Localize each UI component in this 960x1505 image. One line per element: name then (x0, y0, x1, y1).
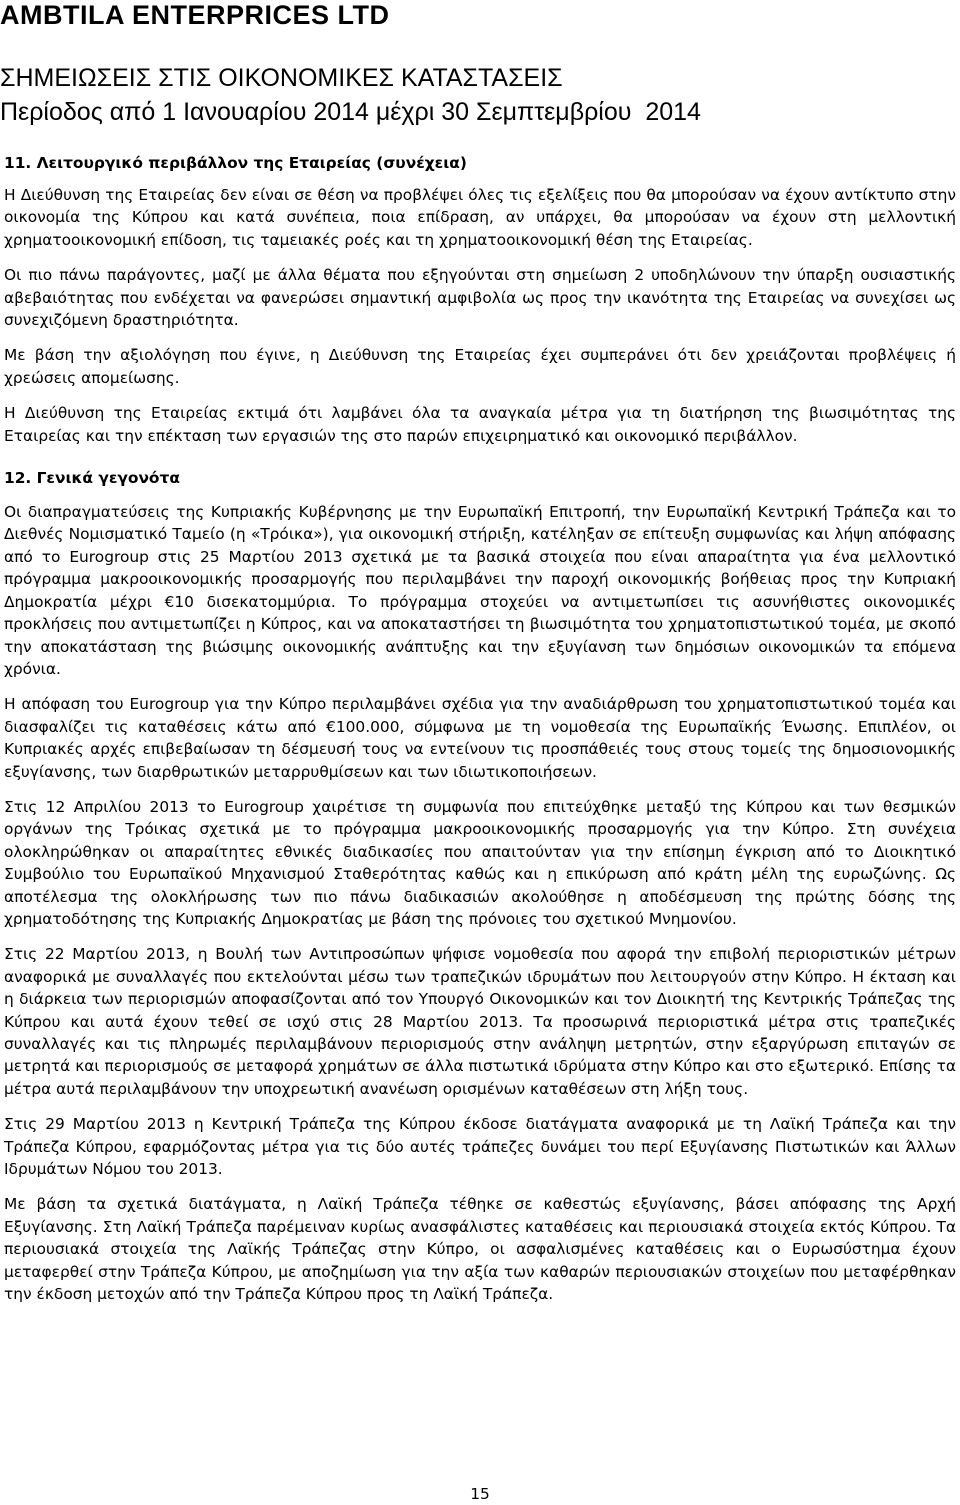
section-11-paragraph: Οι πιο πάνω παράγοντες, μαζί με άλλα θέματα που εξηγούνται στη σημείωση 2 υποδηλώνουν την ύπαρξη ουσιαστικής αβεβαιότητας που ενδέχεται να φανερώσει σημαντική αμφιβολία ως προς την ικανότητα της Εταιρείας να συνεχίσει ως συνεχιζόμενη δραστηριότητα. (4, 266, 956, 330)
notes-content (4, 150, 956, 1318)
section-11-paragraph: Με βάση την αξιολόγηση που έγινε, η Διεύθυνση της Εταιρείας έχει συμπεράνει ότι δεν χρειάζονται προβλέψεις ή χρεώσεις απομείωσης. (4, 346, 956, 387)
section-12-paragraph: Στις 22 Μαρτίου 2013, η Βουλή των Αντιπροσώπων ψήφισε νομοθεσία που αφορά την επιβολή περιοριστικών μέτρων αναφορικά με συναλλαγές που εκτελούνται μέσω των τραπεζικών ιδρυμάτων που λειτουργούν στην Κύπρο. Η έκταση και η διάρκεια των περιορισμών αποφασίζονται από τον Υπουργό Οικονομικών και τον Διοικητή της Κεντρικής Τράπεζας της Κύπρου και αυτά έχουν τεθεί σε ισχύ στις 28 Μαρτίου 2013. Τα προσωρινά περιοριστικά μέτρα στις τραπεζικές συναλλαγές και τις πληρωμές περιλαμβάνουν περιορισμούς στην ανάληψη μετρητών, στην εξαργύρωση επιταγών σε μετρητά και περιορισμούς σε μεταφορά χρημάτων σε άλλα πιστωτικά ιδρύματα στην Κύπρο και στο εξωτερικό. Επίσης τα μέτρα αυτά περιλαμβάνουν την υποχρεωτική ανανέωση ορισμένων καταθέσεων στη λήξη τους. (4, 945, 956, 1098)
document-title: ΣΗΜΕΙΩΣΕΙΣ ΣΤΙΣ ΟΙΚΟΝΟΜΙΚΕΣ ΚΑΤΑΣΤΑΣΕΙΣ (0, 64, 563, 92)
section-12-paragraph: Στις 29 Μαρτίου 2013 η Κεντρική Τράπεζα της Κύπρου έκδοσε διατάγματα αναφορικά με τη Λαϊκή Τράπεζα και την Τράπεζα Κύπρου, εφαρμόζοντας μέτρα για τις δύο αυτές τράπεζες δυνάμει του περί Εξυγίανσης Πιστωτικών και Άλλων Ιδρυμάτων Νόμου του 2013. (4, 1115, 956, 1179)
section-12-paragraph: Στις 12 Απριλίου 2013 το Eurogroup χαιρέτισε τη συμφωνία που επιτεύχθηκε μεταξύ της Κύπρου και των θεσμικών οργάνων της Τρόικας σχετικά με το πρόγραμμα μακροοικονομικής προσαρμογής για την Κύπρο. Στη συνέχεια ολοκληρώθηκαν οι απαραίτητες εθνικές διαδικασίες που απαιτούνταν για την επίσημη έγκριση από το Διοικητικό Συμβούλιο του Ευρωπαϊκού Μηχανισμού Σταθερότητας καθώς και η επικύρωση από κράτη μέλη της ευρωζώνης. Ως αποτέλεσμα της ολοκλήρωσης των πιο πάνω διαδικασιών ακολούθησε η αποδέσμευση της πρώτης δόσης της χρηματοδότησης της Κυπριακής Δημοκρατίας με βάση της πρόνοιες του σχετικού Μνημονίου. (4, 797, 956, 928)
section-12-heading: 12. Γενικά γεγονότα (4, 469, 180, 488)
section-11-paragraph: Η Διεύθυνση της Εταιρείας δεν είναι σε θέση να προβλέψει όλες τις εξελίξεις που θα μπορούσαν να έχουν αντίκτυπο στην οικονομία της Κύπρου και κατά συνέπεια, ποια επίδραση, αν υπάρχει, θα μπορούσαν να έχουν στη μελλοντική χρηματοοικονομική επίδοση, τις ταμειακές ροές και τη χρηματοοικονομική θέση της Εταιρείας. (4, 186, 956, 249)
section-11-paragraph: Η Διεύθυνση της Εταιρείας εκτιμά ότι λαμβάνει όλα τα αναγκαία μέτρα για τη διατήρηση της βιωσιμότητας της Εταιρείας και την επέκταση των εργασιών της στο παρών επιχειρηματικό και οικονομικό περιβάλλον. (4, 404, 956, 445)
page-number: 15 (470, 1485, 490, 1503)
section-12-paragraph: Με βάση τα σχετικά διατάγματα, η Λαϊκή Τράπεζα τέθηκε σε καθεστώς εξυγίανσης, βάσει απόφασης της Αρχή Εξυγίανσης. Στη Λαϊκή Τράπεζα παρέμειναν κυρίως ανασφάλιστες καταθέσεις και περιουσιακά στοιχεία εκτός Κύπρου. Τα περιουσιακά στοιχεία της Λαϊκής Τράπεζας στην Κύπρο, οι ασφαλισμένες καταθέσεις και ο Ευρωσύστημα έχουν μεταφερθεί στην Τράπεζα Κύπρου, με αποζημίωση για την αξία των καθαρών περιουσιακών στοιχείων που μεταφέρθηκαν την έκδοση μετοχών από την Τράπεζα Κύπρου προς τη Λαϊκή Τράπεζα. (4, 1195, 956, 1304)
reporting-period: Περίοδος από 1 Ιανουαρίου 2014 μέχρι 30 Σεμπτεμβρίου 2014 (0, 98, 701, 126)
company-name: AMBTILA ENTERPRICES LTD (0, 0, 390, 30)
section-12-paragraph: Οι διαπραγματεύσεις της Κυπριακής Κυβέρνησης με την Ευρωπαϊκή Επιτροπή, την Ευρωπαϊκή Κεντρική Τράπεζα και το Διεθνές Νομισματικό Ταμείο (η «Τρόικα»), για οικονομική στήριξη, κατέληξαν σε επίτευξη συμφωνίας και λήψη απόφασης από το Eurogroup στις 25 Μαρτίου 2013 σχετικά με τα βασικά στοιχεία που είναι απαραίτητα για ένα μελλοντικό πρόγραμμα μακροοικονομικής προσαρμογής που περιλαμβάνει την παροχή οικονομικής βοήθειας προς την Κυπριακή Δημοκρατία μέχρι €10 δισεκατομμύρια. Το πρόγραμμα στοχεύει να αντιμετωπίσει τις ασυνήθιστες οικονομικές προκλήσεις που αντιμετωπίζει η Κύπρος, και να αποκαταστήσει τη βιωσιμότητα του χρηματοπιστωτικού τομέα, με σκοπό την αποκατάσταση της βιώσιμης οικονομικής ανάπτυξης και την εξυγίανση των δημόσιων οικονομικών τα επόμενα χρόνια. (4, 503, 956, 678)
section-12-paragraph: Η απόφαση του Eurogroup για την Κύπρο περιλαμβάνει σχέδια για την αναδιάρθρωση του χρηματοπιστωτικού τομέα και διασφαλίζει τις καταθέσεις κάτω από €100.000, σύμφωνα με τη νομοθεσία της Ευρωπαϊκής Ένωσης. Επιπλέον, οι Κυπριακές αρχές επιβεβαίωσαν τη δέσμευσή τους να εντείνουν τις προσπάθειές τους στους τομείς της δημοσιονομικής εξυγίανσης, των διαρθρωτικών μεταρρυθμίσεων και των ιδιωτικοποιήσεων. (4, 695, 956, 781)
section-11-heading: 11. Λειτουργικό περιβάλλον της Εταιρείας (συνέχεια) (4, 154, 467, 172)
